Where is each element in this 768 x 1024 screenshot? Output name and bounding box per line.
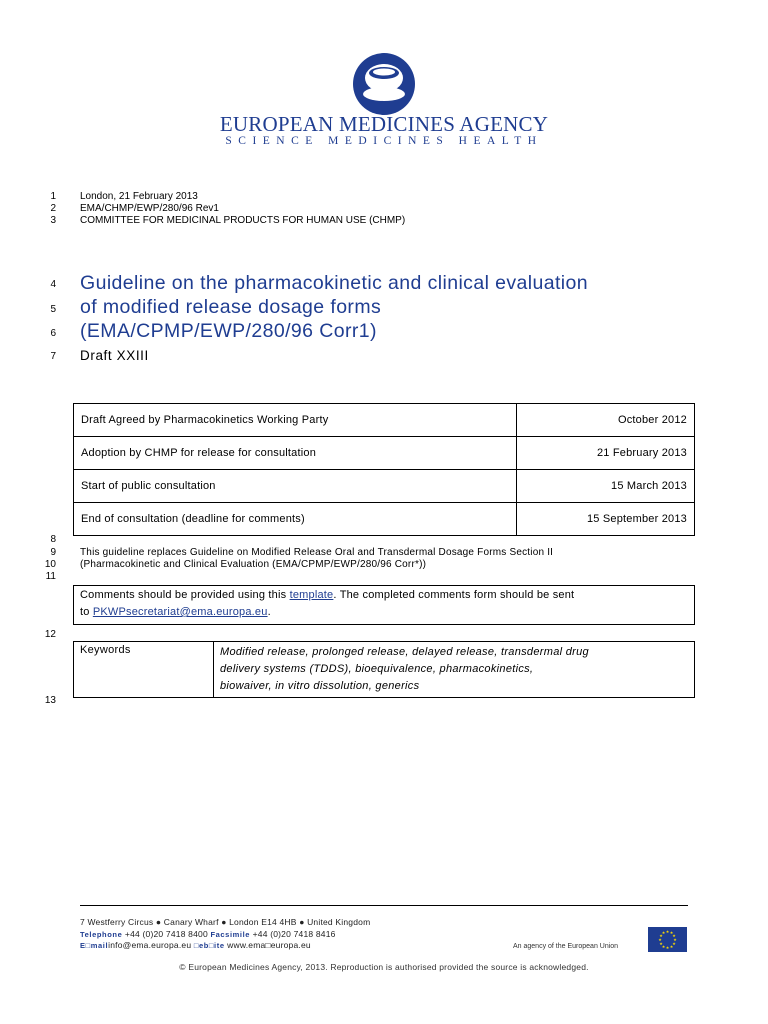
timeline-date: October 2012 — [517, 404, 695, 437]
footer-email[interactable]: info@ema.europa.eu — [108, 940, 192, 950]
svg-text:★: ★ — [672, 941, 676, 946]
line-number: 2 — [50, 203, 56, 214]
date-line: London, 21 February 2013 — [80, 191, 198, 202]
comments-suffix: . The completed comments form should be sent — [333, 589, 575, 601]
agency-name: EUROPEAN MEDICINES AGENCY — [219, 112, 549, 136]
timeline-date: 21 February 2013 — [517, 437, 695, 470]
facsimile-number: +44 (0)20 7418 8416 — [252, 929, 336, 939]
line-number: 4 — [50, 279, 56, 290]
timeline-event: Start of public consultation — [74, 470, 517, 503]
facsimile-label: Facsimile — [210, 930, 251, 939]
comments-end: . — [267, 606, 271, 618]
document-title-line3: (EMA/CPMP/EWP/280/96 Corr1) — [80, 320, 377, 342]
timeline-date: 15 September 2013 — [517, 503, 695, 536]
line-number: 10 — [44, 559, 56, 570]
line-number: 9 — [50, 547, 56, 558]
svg-text:★: ★ — [665, 929, 670, 934]
comments-to: to — [80, 606, 93, 618]
draft-label: Draft XXIII — [80, 348, 149, 363]
footer-address: 7 Westferry Circus ● Canary Wharf ● London E14 4HB ● United Kingdom — [80, 917, 371, 927]
footer-website[interactable]: www.ema□europa.eu — [227, 940, 311, 950]
agency-tagline: SCIENCE MEDICINES HEALTH — [225, 135, 543, 147]
replaces-note-line2: (Pharmacokinetic and Clinical Evaluation (EMA/CPMP/EWP/280/96 Corr*)) — [80, 559, 427, 570]
svg-text:★: ★ — [659, 941, 663, 946]
table-row — [74, 437, 695, 470]
document-title-line1: Guideline on the pharmacokinetic and clinical evaluation — [80, 272, 589, 294]
comments-text — [80, 589, 574, 601]
timeline-date: 15 March 2013 — [517, 470, 695, 503]
svg-text:★: ★ — [669, 944, 674, 949]
table-row — [74, 642, 695, 698]
copyright-notice: © European Medicines Agency, 2013. Reproduction is authorised provided the source is acknowledged. — [179, 962, 589, 972]
table-row — [74, 503, 695, 536]
timeline-event: Draft Agreed by Pharmacokinetics Working Party — [74, 404, 517, 437]
telephone-label: Telephone — [80, 930, 123, 939]
line-number: 1 — [50, 191, 56, 202]
footer-contact-line — [80, 940, 311, 950]
keywords-line3: biowaiver, in vitro dissolution, generics — [220, 680, 420, 692]
svg-text:★: ★ — [672, 933, 676, 938]
line-number: 7 — [50, 351, 56, 362]
comments-prefix: Comments should be provided using this — [80, 589, 290, 601]
line-number: 3 — [50, 215, 56, 226]
telephone-number: +44 (0)20 7418 8400 — [124, 929, 208, 939]
keywords-line2: delivery systems (TDDS), bioequivalence, pharmacokinetics, — [220, 663, 534, 675]
table-row — [74, 470, 695, 503]
timeline-table — [73, 403, 695, 536]
eu-flag-icon — [648, 927, 687, 952]
line-number: 5 — [50, 304, 56, 315]
line-number: 8 — [50, 534, 56, 545]
svg-text:★: ★ — [661, 930, 666, 935]
line-number: 6 — [50, 328, 56, 339]
keywords-value — [214, 642, 695, 698]
template-link[interactable]: template — [289, 589, 334, 601]
keywords-line1: Modified release, prolonged release, delayed release, transdermal drug — [220, 646, 589, 658]
svg-text:★: ★ — [665, 945, 670, 950]
website-label: □eb□ite — [193, 941, 225, 950]
timeline-event: End of consultation (deadline for comments) — [74, 503, 517, 536]
email-label: E□mail — [80, 941, 109, 950]
eu-agency-label: An agency of the European Union — [513, 943, 619, 950]
line-number: 12 — [44, 629, 56, 640]
document-title-line2: of modified release dosage forms — [80, 296, 382, 318]
svg-text:★: ★ — [661, 944, 666, 949]
svg-text:★: ★ — [673, 937, 677, 942]
svg-text:★: ★ — [659, 933, 663, 938]
email-link[interactable]: PKWPsecretariat@ema.europa.eu — [92, 606, 268, 618]
replaces-note-line1: This guideline replaces Guideline on Modified Release Oral and Transdermal Dosage Forms Section II — [80, 547, 554, 558]
footer-divider — [80, 905, 688, 906]
line-number: 11 — [45, 571, 56, 582]
committee-name: COMMITTEE FOR MEDICINAL PRODUCTS FOR HUMAN USE (CHMP) — [80, 215, 406, 226]
ema-logo-icon — [352, 52, 416, 116]
svg-text:★: ★ — [658, 937, 662, 942]
footer-phone-line — [80, 929, 336, 939]
comments-box — [73, 585, 695, 625]
svg-text:★: ★ — [669, 930, 674, 935]
line-number: 13 — [44, 695, 56, 706]
reference-number: EMA/CHMP/EWP/280/96 Rev1 — [80, 203, 219, 214]
comments-email-line — [80, 606, 271, 618]
timeline-event: Adoption by CHMP for release for consultation — [74, 437, 517, 470]
table-row — [74, 404, 695, 437]
keywords-table — [73, 641, 695, 698]
keywords-label: Keywords — [74, 642, 214, 698]
